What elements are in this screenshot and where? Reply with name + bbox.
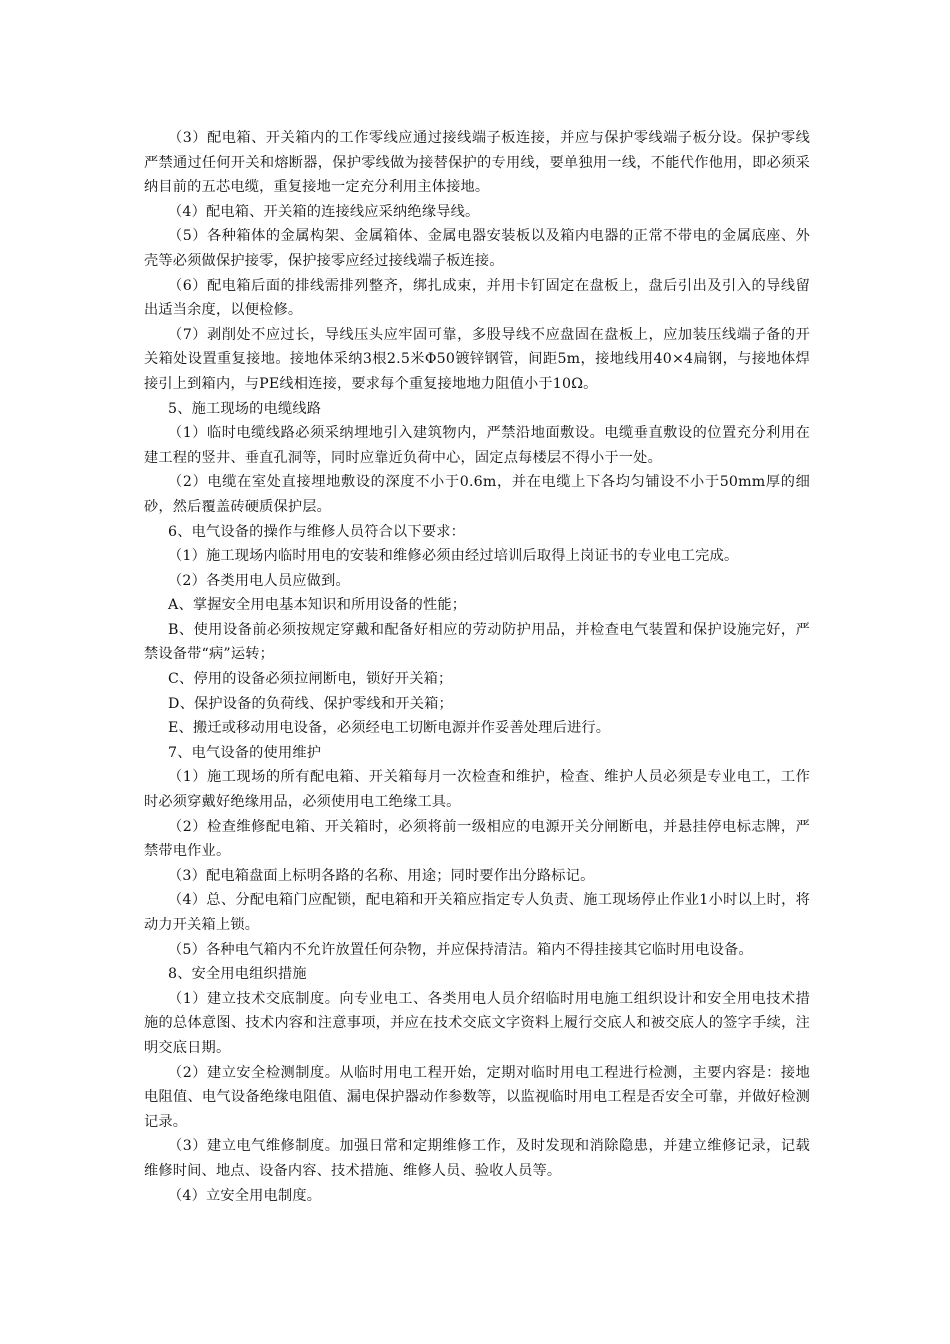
list-item: C、停用的设备必须拉闸断电，锁好开关箱； <box>168 671 453 688</box>
paragraph: （7）剥削处不应过长，导线压头应牢固可靠，多股导线不应盘固在盘板上，应加装压线端子备的开关箱处设置重复接地。接地体采纳3根2.5米Φ50镀锌钢管，间距5m，接地线用40×4扁钢，与接地体焊接引上到箱内，与PE线相连接，要求每个重复接地地力阻值小于10Ω。 <box>144 326 810 392</box>
paragraph: （4）总、分配电箱门应配锁，配电箱和开关箱应指定专人负责、施工现场停止作业1小时以上时，将动力开关箱上锁。 <box>144 892 810 933</box>
paragraph: （1）施工现场的所有配电箱、开关箱每月一次检查和维护，检查、维护人员必须是专业电工，工作时必须穿戴好绝缘用品，必须使用电工绝缘工具。 <box>144 769 810 811</box>
list-item: A、掌握安全用电基本知识和所用设备的性能； <box>168 597 467 614</box>
paragraph: （3）配电箱盘面上标明各路的名称、用途；同时要作出分路标记。 <box>168 867 595 884</box>
paragraph: （1）施工现场内临时用电的安装和维修必须由经过培训后取得上岗证书的专业电工完成。 <box>168 548 739 565</box>
paragraph: （2）各类用电人员应做到。 <box>168 572 350 589</box>
section-heading: 6、电气设备的操作与维修人员符合以下要求： <box>168 523 465 540</box>
paragraph: （2）电缆在室处直接埋地敷设的深度不小于0.6m，并在电缆上下各均匀铺设不小于50mm厚的细砂，然后覆盖砖硬质保护层。 <box>144 474 810 515</box>
section-heading: 8、安全用电组织措施 <box>168 966 307 983</box>
section-heading: 5、施工现场的电缆线路 <box>168 400 322 417</box>
document-body <box>144 126 810 1208</box>
list-item: D、保护设备的负荷线、保护零线和开关箱； <box>168 695 453 712</box>
paragraph: （2）建立安全检测制度。从临时用电工程开始，定期对临时用电工程进行检测，主要内容是：接地电阻值、电气设备绝缘电阻值、漏电保护器动作参数等，以监视临时用电工程是否安全可靠，并做好检测记录。 <box>144 1064 810 1130</box>
paragraph: （4）配电箱、开关箱的连接线应采纳绝缘导线。 <box>168 203 480 220</box>
paragraph: （5）各种电气箱内不允许放置任何杂物，并应保持清洁。箱内不得挂接其它临时用电设备。 <box>168 941 753 958</box>
paragraph: （5）各种箱体的金属构架、金属箱体、金属电器安装板以及箱内电器的正常不带电的金属底座、外壳等必须做保护接零，保护接零应经过接线端子板连接。 <box>144 228 810 269</box>
paragraph: （1）建立技术交底制度。向专业电工、各类用电人员介绍临时用电施工组织设计和安全用电技术措施的总体意图、技术内容和注意事项，并应在技术交底文字资料上履行交底人和被交底人的签字手续，注明交底日期。 <box>144 990 810 1056</box>
paragraph: （3）建立电气维修制度。加强日常和定期维修工作，及时发现和消除隐患，并建立维修记录，记载维修时间、地点、设备内容、技术措施、维修人员、验收人员等。 <box>144 1138 810 1179</box>
paragraph: （3）配电箱、开关箱内的工作零线应通过接线端子板连接，并应与保护零线端子板分设。保护零线严禁通过任何开关和熔断器，保护零线做为接替保护的专用线，要单独用一线，不能代作他用，即必须采纳目前的五芯电缆，重复接地一定充分利用主体接地。 <box>144 130 810 196</box>
paragraph: （1）临时电缆线路必须采纳埋地引入建筑物内，严禁沿地面敷设。电缆垂直敷设的位置充分利用在建工程的竖井、垂直孔洞等，同时应靠近负荷中心，固定点每楼层不得小于一处。 <box>144 425 810 466</box>
section-heading: 7、电气设备的使用维护 <box>168 744 322 761</box>
paragraph: （6）配电箱后面的排线需排列整齐，绑扎成束，并用卡钉固定在盘板上，盘后引出及引入的导线留出适当余度，以便检修。 <box>144 277 810 319</box>
list-item: B、使用设备前必须按规定穿戴和配备好相应的劳动防护用品，并检查电气装置和保护设施完好，严禁设备带“病”运转； <box>144 621 810 663</box>
paragraph: （2）检查维修配电箱、开关箱时，必须将前一级相应的电源开关分闸断电，并悬挂停电标志牌，严禁带电作业。 <box>144 818 810 860</box>
paragraph: （4）立安全用电制度。 <box>168 1187 322 1204</box>
list-item: E、搬迁或移动用电设备，必须经电工切断电源并作妥善处理后进行。 <box>168 720 611 737</box>
